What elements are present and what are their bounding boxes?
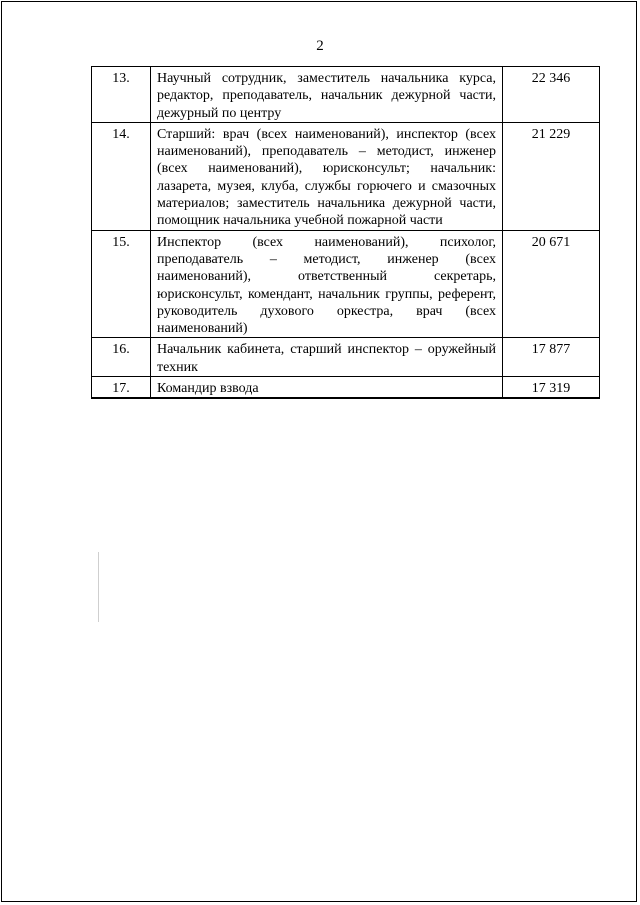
position-description: Научный сотрудник, заместитель начальника курса, редактор, преподаватель, начальник дежурной части, дежурный по центру — [151, 67, 503, 123]
table-row — [92, 122, 600, 230]
row-number: 13. — [92, 67, 151, 123]
salary-amount: 22 346 — [503, 67, 600, 123]
row-number: 15. — [92, 230, 151, 338]
row-number: 14. — [92, 122, 151, 230]
table-row — [92, 377, 600, 399]
salary-table — [91, 66, 600, 399]
page-number: 2 — [316, 38, 324, 54]
table-row — [92, 67, 600, 123]
row-number: 17. — [92, 377, 151, 399]
position-description: Командир взвода — [151, 377, 503, 399]
salary-amount: 21 229 — [503, 122, 600, 230]
row-number: 16. — [92, 338, 151, 377]
salary-amount: 17 319 — [503, 377, 600, 399]
table-row — [92, 338, 600, 377]
table-row — [92, 230, 600, 338]
position-description: Старший: врач (всех наименований), инспектор (всех наименований), преподаватель – методист, инженер (всех наименований), юрисконсульт; начальник: лазарета, музея, клуба, службы горючего и смазочных материалов; заместитель начальника дежурной части, помощник начальника учебной пожарной части — [151, 122, 503, 230]
position-description: Начальник кабинета, старший инспектор – оружейный техник — [151, 338, 503, 377]
position-description: Инспектор (всех наименований), психолог, преподаватель – методист, инженер (всех наименований), ответственный секретарь, юрисконсульт, комендант, начальник группы, референт, руководитель духового оркестра, врач (всех наименований) — [151, 230, 503, 338]
scan-artifact-line — [98, 552, 99, 622]
salary-amount: 20 671 — [503, 230, 600, 338]
salary-amount: 17 877 — [503, 338, 600, 377]
